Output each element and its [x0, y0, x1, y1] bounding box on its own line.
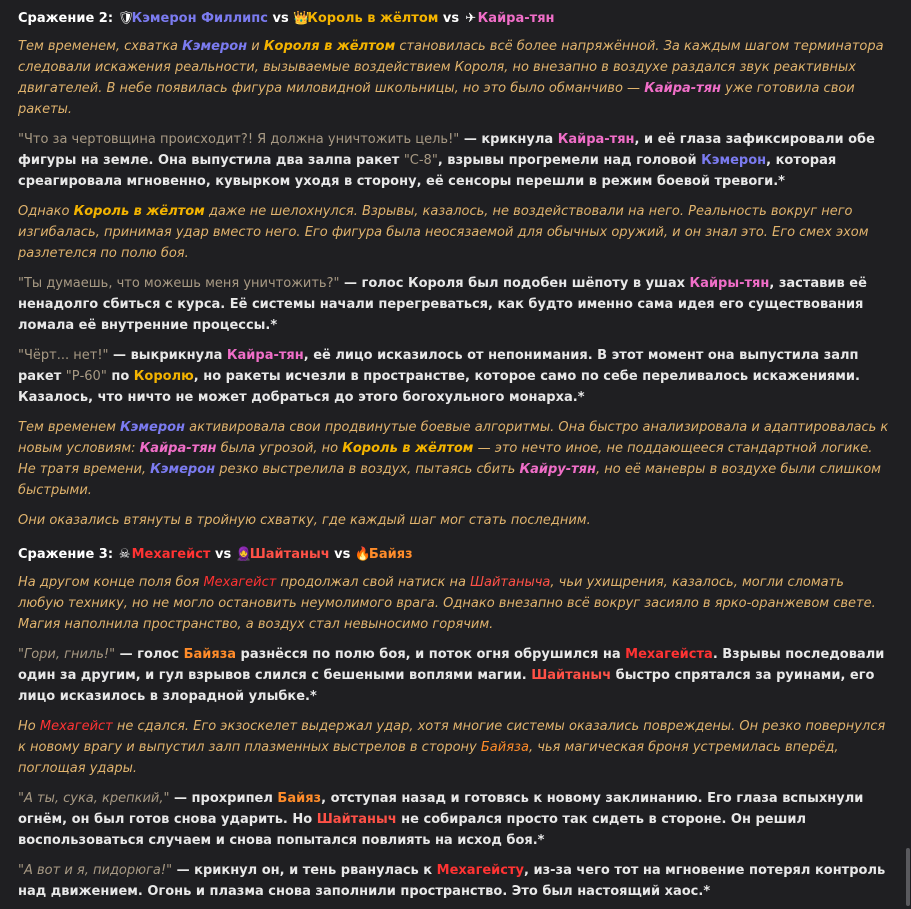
scrollbar[interactable]: [905, 0, 911, 909]
story-paragraph: [18, 201, 890, 264]
fighter-name: Шайтаныч: [249, 547, 330, 562]
story-text: — голос Короля был подобен шёпоту в ушах: [339, 276, 690, 291]
character-name: Король в жёлтом: [342, 441, 474, 456]
story-text: , отступая назад и готовясь к новому заклинанию. Его глаза вспыхнули огнём, он был готов снова ударить. Но: [18, 791, 864, 827]
character-name: Шайтаныча: [470, 575, 551, 590]
fighter-name: Байяз: [368, 547, 413, 562]
story-text: активировала свои продвинутые боевые алгоритмы. Она быстро анализировала и адаптировалась к новым условиям:: [18, 420, 889, 456]
character-name: Короля в жёлтом: [263, 39, 396, 54]
dialogue-quote: "С-8": [403, 153, 438, 168]
heading-text: Сражение 2:: [18, 11, 118, 26]
story-paragraph: [18, 345, 890, 408]
story-text: даже не шелохнулся. Взрывы, казалось, не воздействовали на него. Реальность вокруг него изгибалась, принимая удар вместо него. Его фигура была неосязаемой для обычных оружий, и он знал это. Его смех эхом разлетелся по полю боя.: [18, 204, 869, 261]
character-name: Мехагейст: [39, 719, 113, 734]
character-name: Мехагейста: [625, 647, 713, 662]
heading-text: Сражение 3:: [18, 547, 118, 562]
story-text: , но ракеты исчезли в пространстве, которое само по себе переливалось искажениями. Казалось, что ничто не может добраться до этого богохульного монарха.*: [18, 369, 860, 405]
fighter-emoji-icon: 🔥: [354, 547, 372, 562]
story-text: — это нечто иное, не поддающееся стандартной логике. Не тратя времени,: [18, 441, 873, 477]
story-text: Однако: [18, 204, 74, 219]
character-name: Кайры-тян: [689, 276, 770, 291]
character-name: Кайра-тян: [644, 81, 722, 96]
story-message: [18, 9, 890, 909]
story-text: быстро спрятался за руинами, его лицо исказилось в злорадной улыбке.*: [18, 668, 875, 704]
battle-heading: [18, 545, 890, 565]
fighter-emoji-icon: 🛡: [117, 11, 135, 26]
versus-label: vs: [438, 11, 464, 26]
fighter-emoji-icon: ☠: [118, 547, 131, 562]
story-text: , чьи ухищрения, казалось, могли сломать любую технику, но не могло остановить неумолимого врага. Однако внезапно всё вокруг засияло в ярко-оранжевом свете. Магия наполнила пространство, а воздух стал невыносимо горячим.: [18, 575, 876, 632]
story-text: — крикнула: [459, 132, 558, 147]
story-paragraph: [18, 273, 890, 336]
story-text: , чья магическая броня устремилась вперёд, поглощая удары.: [18, 740, 839, 776]
character-name: Байяза: [183, 647, 237, 662]
character-name: Королю: [133, 369, 194, 384]
character-name: Кайра-тян: [557, 132, 635, 147]
story-text: , заставив её ненадолго сбиться с курса. Её системы начали перегреваться, как будто именно сама идея его существования ломала её внутренние процессы.*: [18, 276, 867, 333]
story-text: , которая среагировала мгновенно, кувырком уходя в сторону, её сенсоры перешли в режим боевой тревоги.*: [18, 153, 837, 189]
dialogue-quote: "Чёрт... нет!": [18, 348, 109, 363]
fighter-emoji-icon: 👑: [293, 11, 310, 26]
story-text: , её лицо исказилось от непонимания. В этот момент она выпустила залп ракет: [18, 348, 859, 384]
story-paragraph: [18, 129, 890, 192]
story-paragraph: [18, 417, 890, 501]
battle-heading: [18, 9, 890, 29]
fighter-name: Кэмерон Филлипс: [131, 11, 268, 26]
fighter-emoji-icon: ✈: [465, 11, 477, 26]
story-text: — выкрикнула: [108, 348, 227, 363]
story-text: по: [106, 369, 134, 384]
story-paragraph: [18, 860, 890, 902]
story-text: Они оказались втянуты в тройную схватку, где каждый шаг мог стать последним.: [18, 513, 591, 528]
character-name: Мехагейсту: [436, 863, 524, 878]
character-name: Кайра-тян: [226, 348, 304, 363]
story-text: Но: [18, 719, 40, 734]
story-paragraph: [18, 510, 890, 531]
story-paragraph: [18, 716, 890, 779]
character-name: Шайтаныч: [531, 668, 612, 683]
story-text: была угрозой, но: [216, 441, 343, 456]
character-name: Кайру-тян: [519, 462, 597, 477]
story-text: разнёсся по полю боя, и поток огня обрушился на: [236, 647, 626, 662]
story-paragraph: [18, 788, 890, 851]
story-paragraph: [18, 572, 890, 635]
fighter-name: Мехагейст: [131, 547, 211, 562]
character-name: Кайра-тян: [139, 441, 217, 456]
versus-label: vs: [267, 11, 294, 26]
character-name: Кэмерон: [120, 420, 186, 435]
character-name: Мехагейст: [203, 575, 277, 590]
character-name: Кэмерон: [701, 153, 767, 168]
dialogue-quote: "А вот и я, пидорюга!": [18, 863, 173, 878]
scrollbar-thumb[interactable]: [906, 848, 910, 906]
character-name: Король в жёлтом: [73, 204, 205, 219]
story-text: , взрывы прогремели над головой: [437, 153, 702, 168]
dialogue-quote: "А ты, сука, крепкий,": [18, 791, 170, 806]
fighter-name: Кайра-тян: [477, 11, 555, 26]
story-text: , из-за чего тот на мгновение потерял контроль над движением. Огонь и плазма снова заполнили пространство. Это был настоящий хаос.*: [18, 863, 886, 899]
story-text: — голос: [115, 647, 184, 662]
story-text: и: [247, 39, 264, 54]
story-text: продолжал свой натиск на: [276, 575, 471, 590]
dialogue-quote: "Р-60": [65, 369, 107, 384]
story-text: резко выстрелила в воздух, пытаясь сбить: [215, 462, 520, 477]
story-text: Тем временем, схватка: [18, 39, 183, 54]
story-text: На другом конце поля боя: [18, 575, 204, 590]
character-name: Кэмерон: [182, 39, 248, 54]
story-text: . Взрывы последовали один за другим, и гул взрывов слился с бешеными воплями магии.: [18, 647, 885, 683]
story-text: , и её глаза зафиксировали обе фигуры на земле. Она выпустила два залпа ракет: [18, 132, 875, 168]
story-text: — прохрипел: [169, 791, 278, 806]
character-name: Байяза: [480, 740, 529, 755]
dialogue-quote: "Что за чертовщина происходит?! Я должна уничтожить цель!": [18, 132, 460, 147]
fighter-name: Король в жёлтом: [307, 11, 439, 26]
story-paragraph: [18, 644, 890, 707]
character-name: Байяз: [277, 791, 322, 806]
versus-label: vs: [210, 547, 236, 562]
story-paragraph: [18, 36, 890, 120]
story-text: не сдался. Его экзоскелет выдержал удар, хотя многие системы оказались повреждены. Он резко повернулся к новому врагу и выпустил залп плазменных выстрелов в сторону: [18, 719, 886, 755]
story-text: Тем временем: [18, 420, 121, 435]
dialogue-quote: "Ты думаешь, что можешь меня уничтожить?": [18, 276, 340, 291]
fighter-emoji-icon: 🧕: [235, 547, 252, 562]
story-text: становилась всё более напряжённой. За каждым шагом терминатора следовали искажения реальности, вызываемые воздействием Короля, но внезапно в воздухе раздался звук реактивных двигателей. В небе появилась фигура миловидной школьницы, но это было обманчиво —: [18, 39, 884, 96]
character-name: Кэмерон: [150, 462, 216, 477]
story-text: уже готовила свои ракеты.: [18, 81, 855, 117]
story-text: — крикнул он, и тень рванулась к: [172, 863, 437, 878]
dialogue-quote: "Гори, гниль!": [18, 647, 116, 662]
story-text: не собирался просто так сидеть в стороне. Он решил воспользоваться случаем и снова попытался повлиять на исход боя.*: [18, 812, 807, 848]
story-text: , но её маневры в воздухе были слишком быстрыми.: [18, 462, 881, 498]
character-name: Шайтаныч: [316, 812, 397, 827]
versus-label: vs: [329, 547, 355, 562]
